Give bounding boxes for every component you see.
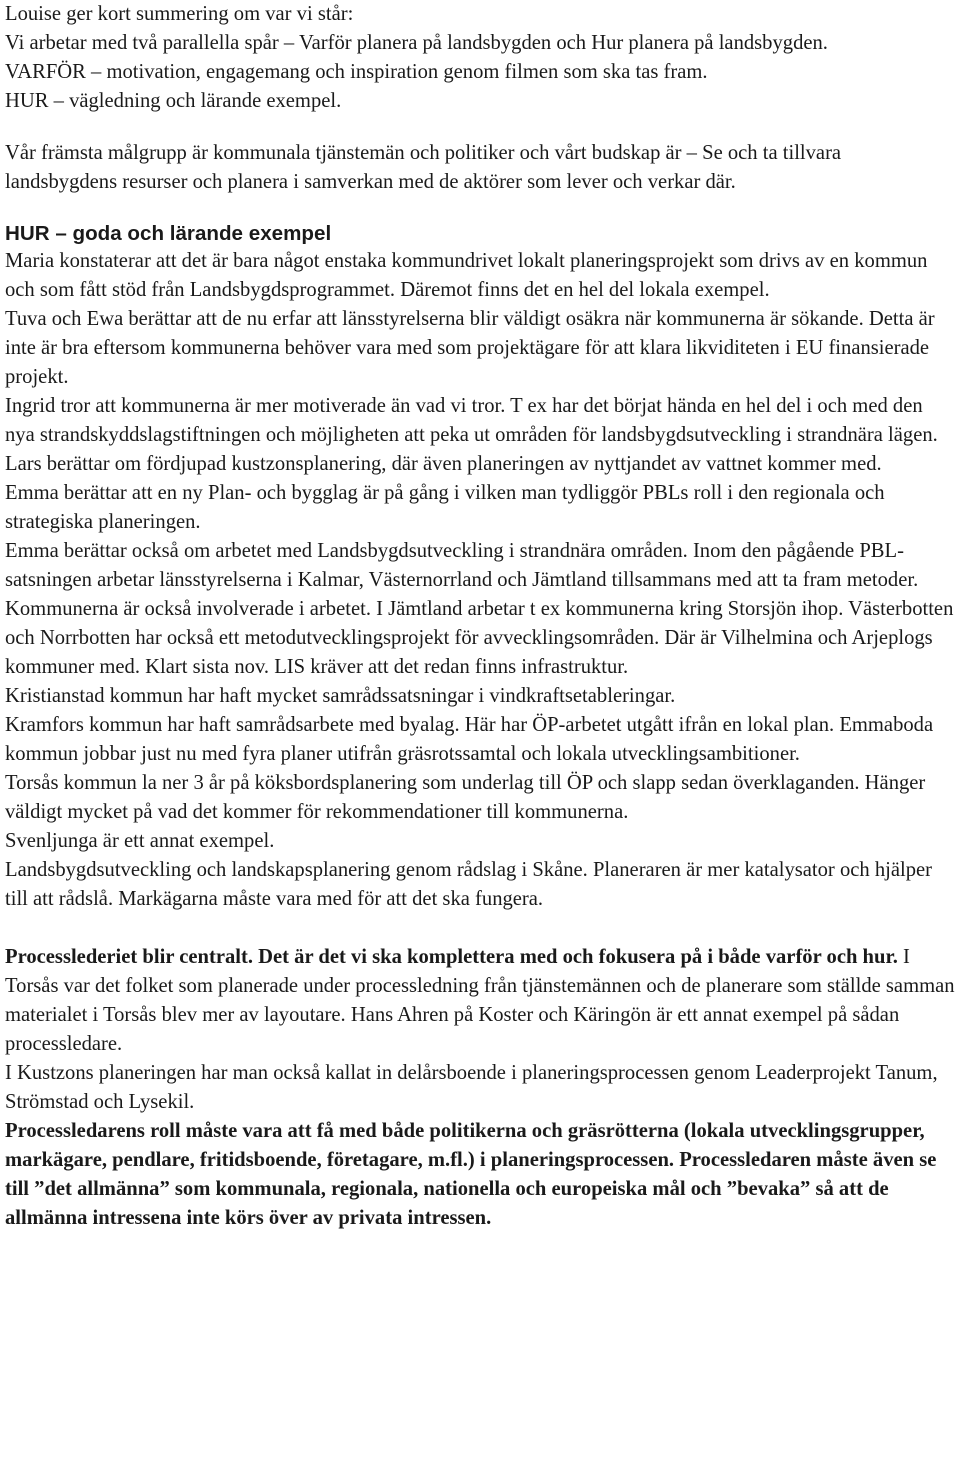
body-paragraph-9: Torsås kommun la ner 3 år på köksbordsplanering som underlag till ÖP och slapp sedan överklaganden. Hänger väldigt mycket på vad det kommer för rekommendationer till kommunerna. (5, 772, 926, 823)
intro-line-1: Louise ger kort summering om var vi står: (5, 3, 354, 25)
body-paragraph-11: Landsbygdsutveckling och landskapsplanering genom rådslag i Skåne. Planeraren är mer katalysator och hjälper till att rådslå. Markägarna måste vara med för att det ska fungera. (5, 859, 933, 910)
spacer (5, 914, 955, 943)
spacer (5, 197, 955, 220)
process-leader-role-paragraph: Processledarens roll måste vara att få med både politikerna och gräsrötterna (lokala utvecklingsgrupper, markägare, pendlare, fritidsboende, företagare, m.fl.) i planeringsprocessen. Processledaren måste även se till ”det allmänna” som kommunala, regionala, nationella och europeiska mål och ”bevaka” så att de allmänna intressena inte körs över av privata intressen. (5, 1120, 937, 1229)
process-rest: I Torsås var det folket som planerade under processledning från tjänstemännen och de planerare som ställde samman materialet i Torsås blev mer av layoutare. Hans Ahren på Koster och Käringön är ett annat exempel på sådan processledare. (5, 946, 955, 1055)
body-paragraph-8: Kramfors kommun har haft samrådsarbete med byalag. Här har ÖP-arbetet utgått ifrån en lokal plan. Emmaboda kommun jobbar just nu med fyra planer utifrån gräsrotssamtal och lokala utvecklingsambitioner. (5, 714, 934, 765)
body-paragraph-4: Lars berättar om fördjupad kustzonsplanering, där även planeringen av nyttjandet av vattnet kommer med. (5, 453, 882, 475)
intro-line-2: Vi arbetar med två parallella spår – Varför planera på landsbygden och Hur planera på landsbygden. (5, 32, 828, 54)
body-paragraph-7: Kristianstad kommun har haft mycket samrådssatsningar i vindkraftsetableringar. (5, 685, 676, 707)
process-bold-lead: Processlederiet blir centralt. Det är det vi ska komplettera med och fokusera på i både varför och hur. (5, 946, 898, 968)
body-paragraph-1: Maria konstaterar att det är bara något enstaka kommundrivet lokalt planeringsprojekt som drivs av en kommun och som fått stöd från Landsbygdsprogrammet. Däremot finns det en hel del lokala exempel. (5, 250, 928, 301)
body-paragraph-10: Svenljunga är ett annat exempel. (5, 830, 275, 852)
intro-line-4: HUR – vägledning och lärande exempel. (5, 90, 342, 112)
spacer (5, 116, 955, 139)
kustzon-paragraph: I Kustzons planeringen har man också kallat in delårsboende i planeringsprocessen genom Leaderprojekt Tanum, Strömstad och Lysekil. (5, 1062, 938, 1113)
body-paragraph-3: Ingrid tror att kommunerna är mer motiverade än vad vi tror. T ex har det börjat hända en hel del i och med den nya strandskyddslagstiftningen och möjligheten att peka ut områden för landsbygdsutveckling i strandnära lägen. (5, 395, 938, 446)
process-paragraph (5, 943, 955, 1059)
document-page (5, 0, 955, 1233)
section-heading: HUR – goda och lärande exempel (5, 222, 332, 245)
body-paragraph-6: Emma berättar också om arbetet med Landsbygdsutveckling i strandnära områden. Inom den pågående PBL-satsningen arbetar länsstyrelserna i Kalmar, Västernorrland och Jämtland tillsammans med att ta fram metoder. Kommunerna är också involverade i arbetet. I Jämtland arbetar t ex kommunerna kring Storsjön ihop. Västerbotten och Norrbotten har också ett metodutvecklingsprojekt för avvecklingsområden. Där är Vilhelmina och Arjeplogs kommuner med. Klart sista nov. LIS kräver att det redan finns infrastruktur. (5, 540, 954, 678)
body-paragraph-5: Emma berättar att en ny Plan- och bygglag är på gång i vilken man tydliggör PBLs roll i den regionala och strategiska planeringen. (5, 482, 885, 533)
target-group-paragraph: Vår främsta målgrupp är kommunala tjänstemän och politiker och vårt budskap är – Se och ta tillvara landsbygdens resurser och planera i samverkan med de aktörer som lever och verkar där. (5, 142, 842, 193)
body-paragraph-2: Tuva och Ewa berättar att de nu erfar att länsstyrelserna blir väldigt osäkra när kommunerna är sökande. Detta är inte är bra eftersom kommunerna behöver vara med som projektägare för att klara likviditeten i EU finansierade projekt. (5, 308, 935, 388)
intro-line-3: VARFÖR – motivation, engagemang och inspiration genom filmen som ska tas fram. (5, 61, 708, 83)
